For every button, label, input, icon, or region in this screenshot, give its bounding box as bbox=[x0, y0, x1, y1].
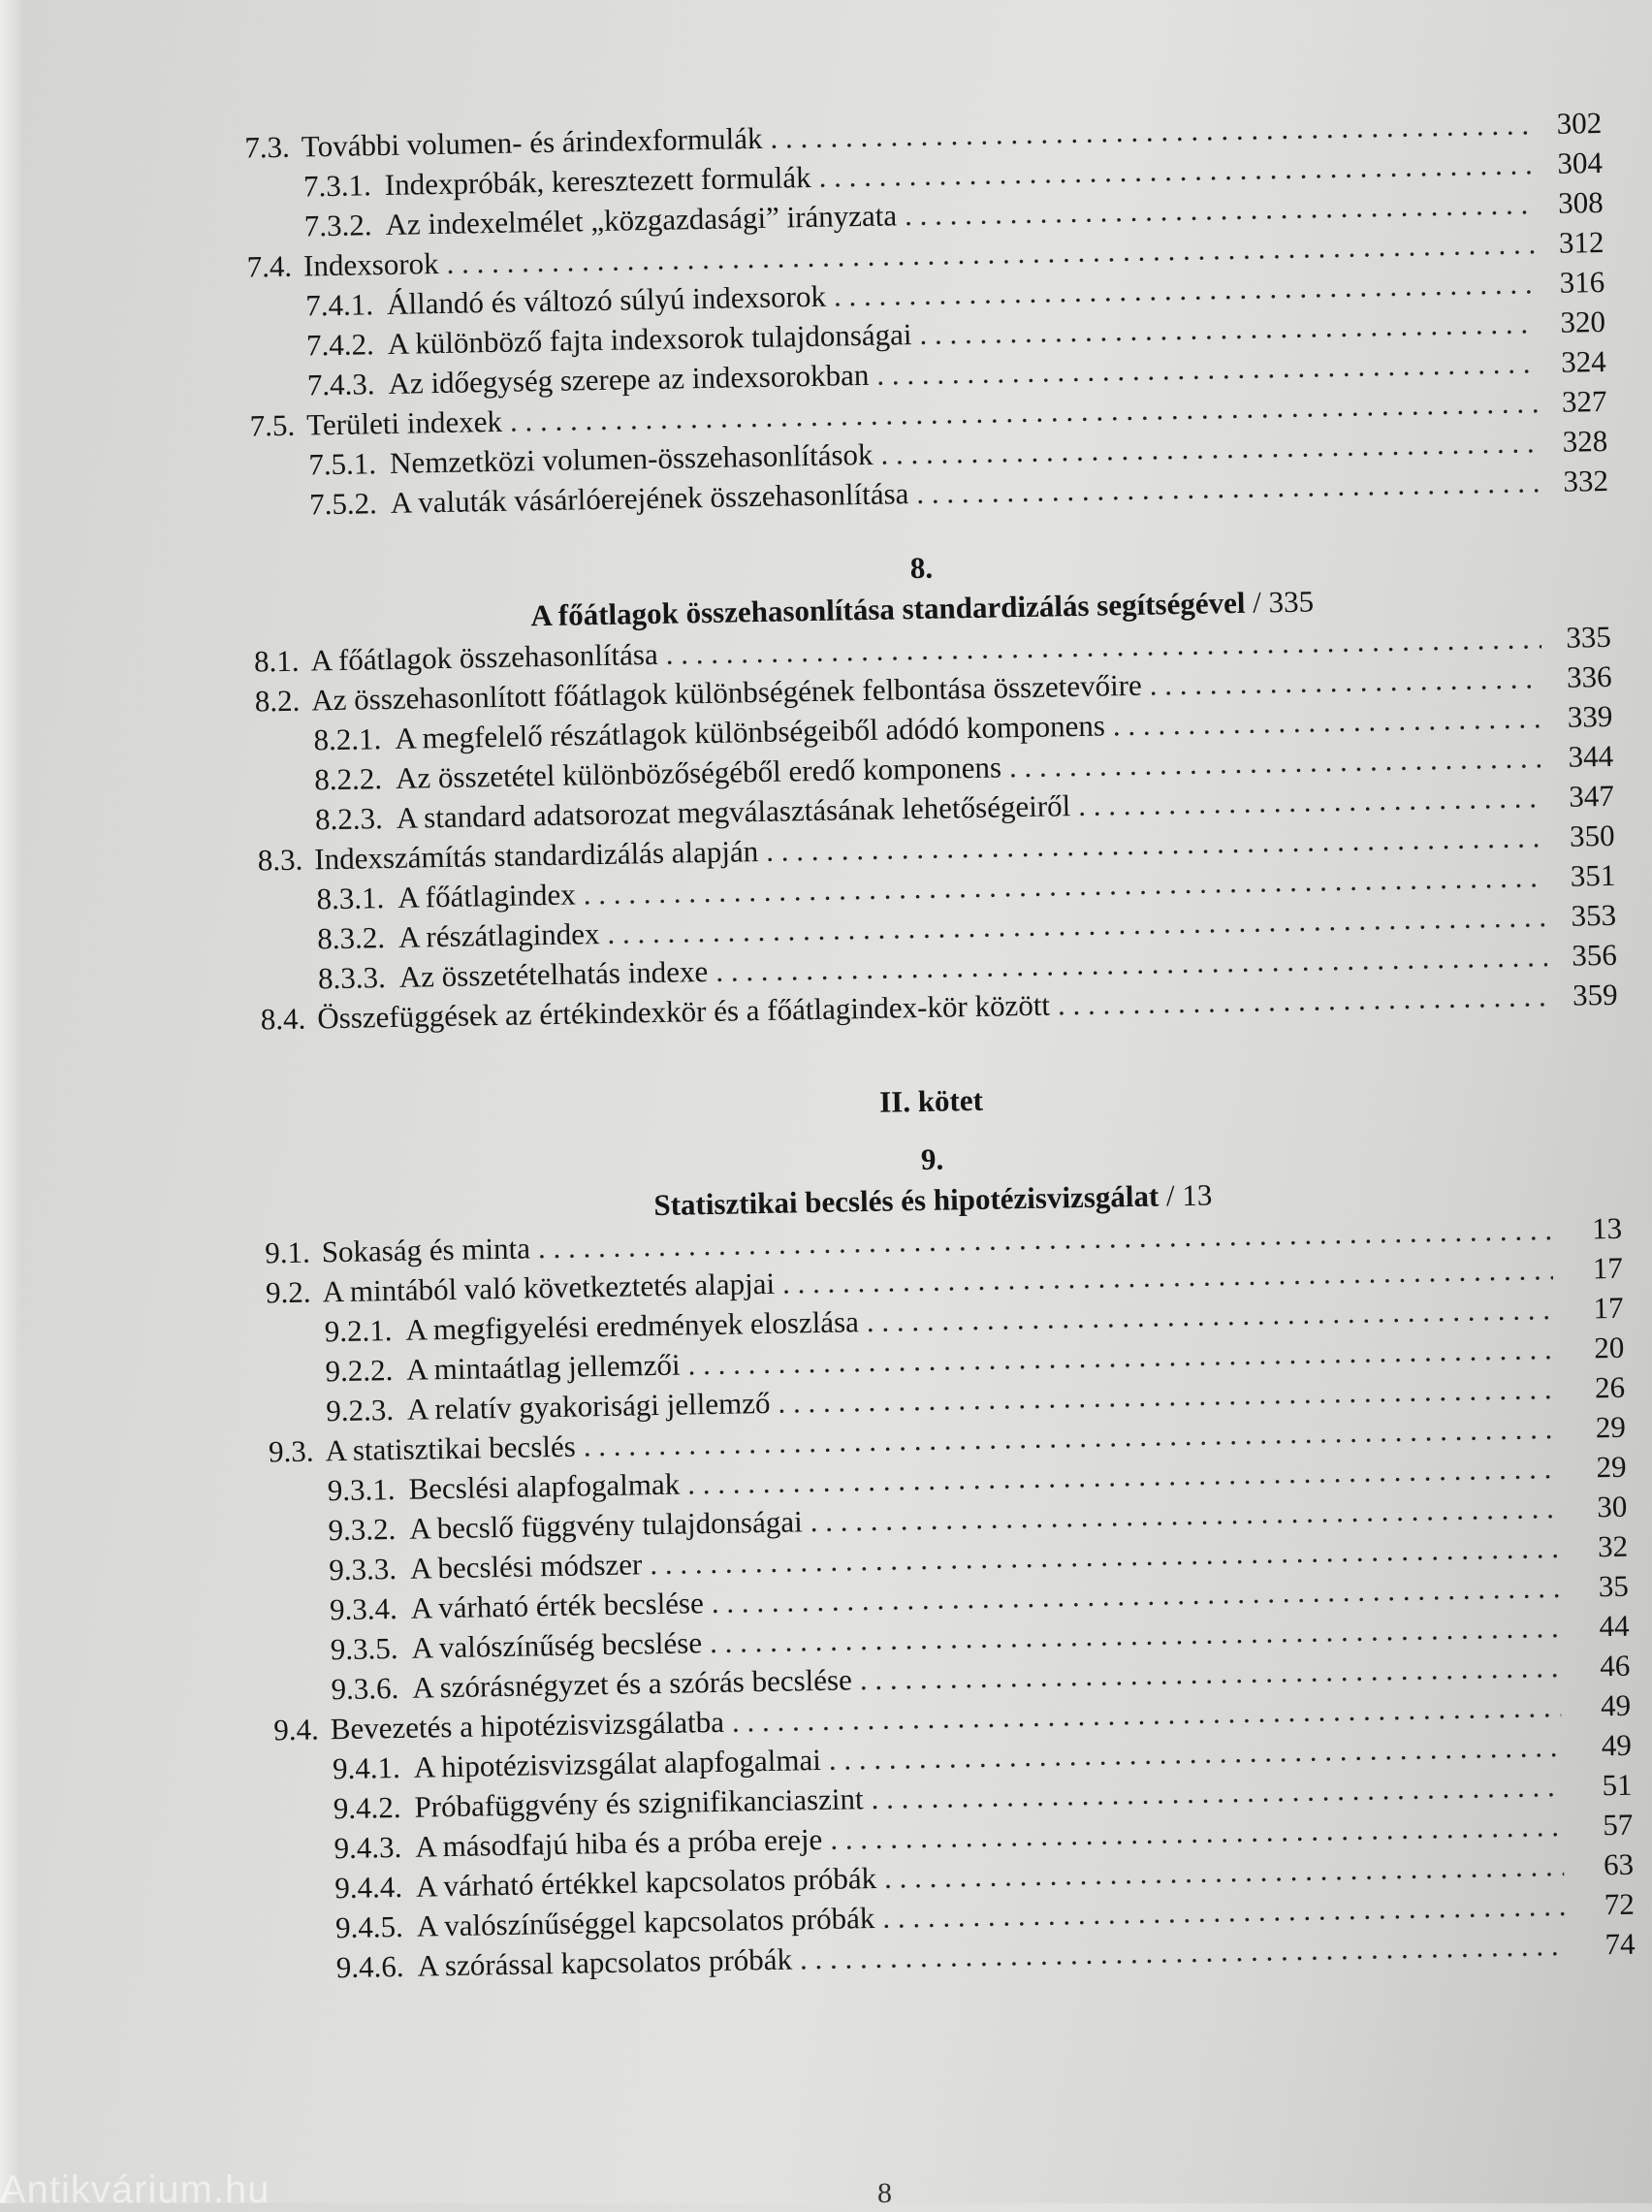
entry-title: Összefüggések az értékindexkör és a főátlagindex-kör között bbox=[317, 987, 1051, 1036]
entry-number: 7.4.2. bbox=[305, 327, 375, 363]
entry-title: A várható értékkel kapcsolatos próbák bbox=[415, 1860, 877, 1904]
entry-title: A részátlagindex bbox=[397, 916, 600, 954]
entry-page-number: 74 bbox=[1604, 1926, 1636, 1962]
entry-number: 9.3.3. bbox=[328, 1552, 397, 1587]
entry-title: Indexsorok bbox=[302, 245, 439, 283]
entry-page-number: 17 bbox=[1593, 1290, 1624, 1326]
entry-title: A standard adatsorozat megválasztásának lehetőségeiről bbox=[396, 788, 1071, 835]
chapter-page: 335 bbox=[1268, 584, 1315, 620]
entry-title: A mintából való következtetés alapjai bbox=[322, 1266, 776, 1309]
entry-page-number: 35 bbox=[1598, 1568, 1630, 1604]
entry-title: Indexszámítás standardizálás alapján bbox=[314, 834, 759, 877]
entry-page-number: 347 bbox=[1569, 778, 1615, 814]
entry-title: Indexpróbák, keresztezett formulák bbox=[384, 159, 811, 202]
entry-title: Próbafüggvény és szignifikanciaszint bbox=[414, 1781, 864, 1824]
entry-number: 7.4.3. bbox=[306, 367, 375, 402]
entry-title: További volumen- és árindexformulák bbox=[301, 120, 763, 164]
page-number: 8 bbox=[877, 2177, 892, 2209]
entry-title: A becslő függvény tulajdonságai bbox=[408, 1504, 804, 1546]
entry-title: Az összetétel különbözőségéből eredő komponens bbox=[395, 750, 1002, 795]
entry-title: A valuták vásárlóerejének összehasonlítása bbox=[390, 476, 909, 520]
entry-number: 8.2.1. bbox=[313, 721, 382, 757]
entry-number: 9.4.5. bbox=[334, 1908, 404, 1945]
entry-page-number: 335 bbox=[1566, 619, 1612, 655]
entry-number: 7.3.2. bbox=[303, 208, 372, 243]
entry-page-number: 30 bbox=[1596, 1489, 1628, 1524]
entry-number: 7.3. bbox=[244, 129, 291, 165]
entry-number: 9.4.6. bbox=[335, 1948, 404, 1985]
entry-number: 9.2.3. bbox=[325, 1393, 395, 1428]
entry-number: 8.1. bbox=[253, 643, 300, 679]
entry-title: A főátlagindex bbox=[397, 877, 576, 914]
entry-title: A szórással kapcsolatos próbák bbox=[417, 1941, 793, 1983]
entry-number: 9.4.2. bbox=[333, 1789, 401, 1826]
chapter-title-text: Statisztikai becslés és hipotézisvizsgálat bbox=[653, 1178, 1160, 1223]
entry-page-number: 26 bbox=[1594, 1369, 1626, 1405]
entry-page-number: 339 bbox=[1567, 698, 1613, 734]
entry-page-number: 302 bbox=[1556, 105, 1603, 141]
entry-number: 9.3.2. bbox=[328, 1512, 397, 1548]
entry-page-number: 328 bbox=[1562, 423, 1608, 459]
entry-page-number: 46 bbox=[1599, 1648, 1631, 1683]
entry-number: 9.3.4. bbox=[329, 1591, 398, 1627]
entry-page-number: 49 bbox=[1601, 1727, 1633, 1763]
entry-number: 7.4.1. bbox=[305, 287, 374, 323]
entry-page-number: 51 bbox=[1602, 1767, 1633, 1803]
entry-number: 9.4.3. bbox=[334, 1829, 402, 1866]
entry-title: A szórásnégyzet és a szórás becslése bbox=[411, 1662, 853, 1705]
entry-page-number: 304 bbox=[1557, 144, 1604, 180]
entry-page-number: 49 bbox=[1600, 1687, 1632, 1723]
entry-page-number: 13 bbox=[1591, 1210, 1623, 1246]
entry-title: A különböző fajta indexsorok tulajdonságai bbox=[387, 317, 912, 361]
entry-page-number: 17 bbox=[1592, 1250, 1624, 1286]
entry-title: A főátlagok összehasonlítása bbox=[310, 636, 658, 678]
entry-title: Nemzetközi volumen-összehasonlítások bbox=[389, 436, 874, 480]
entry-page-number: 308 bbox=[1557, 184, 1604, 220]
entry-number: 8.2. bbox=[254, 683, 301, 719]
entry-title: Az összetételhatás indexe bbox=[398, 954, 709, 994]
chapter-title-text: A főátlagok összehasonlítása standardizálás segítségével bbox=[530, 585, 1246, 633]
entry-page-number: 32 bbox=[1597, 1528, 1629, 1564]
entry-page-number: 320 bbox=[1560, 304, 1606, 339]
entry-number: 8.3.2. bbox=[317, 920, 386, 956]
page-edge bbox=[0, 0, 21, 2203]
chapter-number: 9. bbox=[920, 1141, 944, 1177]
entry-title: Állandó és változó súlyú indexsorok bbox=[386, 278, 827, 321]
entry-number: 7.4. bbox=[246, 248, 293, 284]
entry-title: A statisztikai becslés bbox=[325, 1428, 577, 1468]
entry-page-number: 316 bbox=[1559, 264, 1605, 300]
entry-title: A várható érték becslése bbox=[410, 1586, 705, 1625]
entry-page-number: 29 bbox=[1595, 1409, 1627, 1445]
entry-number: 7.3.1. bbox=[302, 168, 372, 204]
entry-page-number: 327 bbox=[1561, 383, 1607, 419]
entry-page-number: 359 bbox=[1572, 977, 1618, 1012]
entry-number: 9.1. bbox=[264, 1234, 311, 1270]
entry-number: 9.3. bbox=[268, 1433, 314, 1469]
entry-page-number: 324 bbox=[1560, 343, 1606, 379]
entry-page-number: 332 bbox=[1563, 463, 1609, 498]
entry-number: 9.2. bbox=[265, 1274, 311, 1310]
entry-page-number: 344 bbox=[1568, 738, 1614, 774]
entry-page-number: 353 bbox=[1571, 897, 1617, 933]
volume-heading: II. kötet bbox=[878, 1082, 984, 1119]
chapter-number: 8. bbox=[909, 550, 934, 586]
entry-number: 8.2.3. bbox=[314, 801, 384, 837]
entry-title: Az időegység szerepe az indexsorokban bbox=[388, 357, 870, 401]
chapter-page: 13 bbox=[1182, 1177, 1213, 1213]
table-of-contents bbox=[225, 103, 1636, 1989]
entry-page-number: 29 bbox=[1596, 1449, 1627, 1485]
entry-page-number: 63 bbox=[1603, 1846, 1635, 1882]
entry-number: 8.4. bbox=[260, 1001, 306, 1037]
toc-section-9 bbox=[245, 1208, 1636, 1989]
entry-title: Sokaság és minta bbox=[321, 1231, 531, 1269]
entry-title: A valószínűséggel kapcsolatos próbák bbox=[416, 1901, 875, 1943]
entry-number: 9.2.2. bbox=[325, 1353, 394, 1389]
entry-page-number: 20 bbox=[1593, 1330, 1625, 1365]
entry-title: A másodfajú hiba és a próba ereje bbox=[414, 1822, 823, 1864]
entry-title: A valószínűség becslése bbox=[411, 1625, 703, 1665]
entry-title: Az összehasonlított főátlagok különbségének felbontása összetevőire bbox=[311, 667, 1143, 718]
entry-title: A hipotézisvizsgálat alapfogalmai bbox=[413, 1743, 822, 1784]
entry-page-number: 350 bbox=[1569, 817, 1615, 853]
entry-page-number: 57 bbox=[1602, 1807, 1634, 1843]
entry-number: 7.5.2. bbox=[308, 486, 378, 522]
entry-number: 9.4.4. bbox=[334, 1869, 403, 1906]
entry-page-number: 312 bbox=[1558, 224, 1604, 260]
chapter-page-sep: / bbox=[1252, 585, 1262, 620]
entry-number: 9.3.6. bbox=[331, 1670, 399, 1707]
chapter-page-sep: / bbox=[1165, 1178, 1175, 1213]
entry-page-number: 356 bbox=[1572, 937, 1618, 973]
entry-number: 9.4. bbox=[272, 1712, 320, 1747]
entry-number: 9.3.5. bbox=[330, 1630, 398, 1667]
toc-section-7 bbox=[225, 103, 1608, 526]
entry-title: Az indexelmélet „közgazdasági” irányzata bbox=[385, 198, 898, 241]
entry-number: 9.3.1. bbox=[327, 1472, 396, 1508]
entry-title: A relatív gyakorisági jellemző bbox=[406, 1385, 771, 1427]
entry-title: A megfigyelési eredmények eloszlása bbox=[405, 1304, 860, 1347]
entry-number: 9.2.1. bbox=[324, 1313, 393, 1349]
entry-title: Bevezetés a hipotézisvizsgálatba bbox=[330, 1704, 725, 1747]
entry-number: 9.4.1. bbox=[332, 1749, 401, 1786]
entry-title: Becslési alapfogalmak bbox=[408, 1466, 681, 1506]
entry-number: 7.5. bbox=[249, 407, 296, 443]
entry-title: A mintaátlag jellemzői bbox=[405, 1347, 681, 1387]
entry-number: 8.3. bbox=[257, 842, 303, 878]
toc-section-8 bbox=[235, 617, 1618, 1040]
entry-number: 7.5.1. bbox=[308, 446, 377, 482]
entry-number: 8.3.1. bbox=[316, 881, 385, 916]
entry-page-number: 72 bbox=[1604, 1886, 1636, 1922]
entry-title: Területi indexek bbox=[305, 403, 503, 442]
entry-page-number: 44 bbox=[1599, 1608, 1630, 1644]
entry-number: 8.3.3. bbox=[317, 960, 387, 996]
entry-title: A megfelelő részátlagok különbségeiből adódó komponens bbox=[394, 708, 1106, 755]
entry-page-number: 336 bbox=[1566, 658, 1612, 694]
entry-title: A becslési módszer bbox=[409, 1547, 643, 1586]
watermark: Antikvárium.hu bbox=[0, 2168, 270, 2211]
entry-number: 8.2.2. bbox=[314, 761, 383, 797]
entry-page-number: 351 bbox=[1570, 857, 1616, 893]
